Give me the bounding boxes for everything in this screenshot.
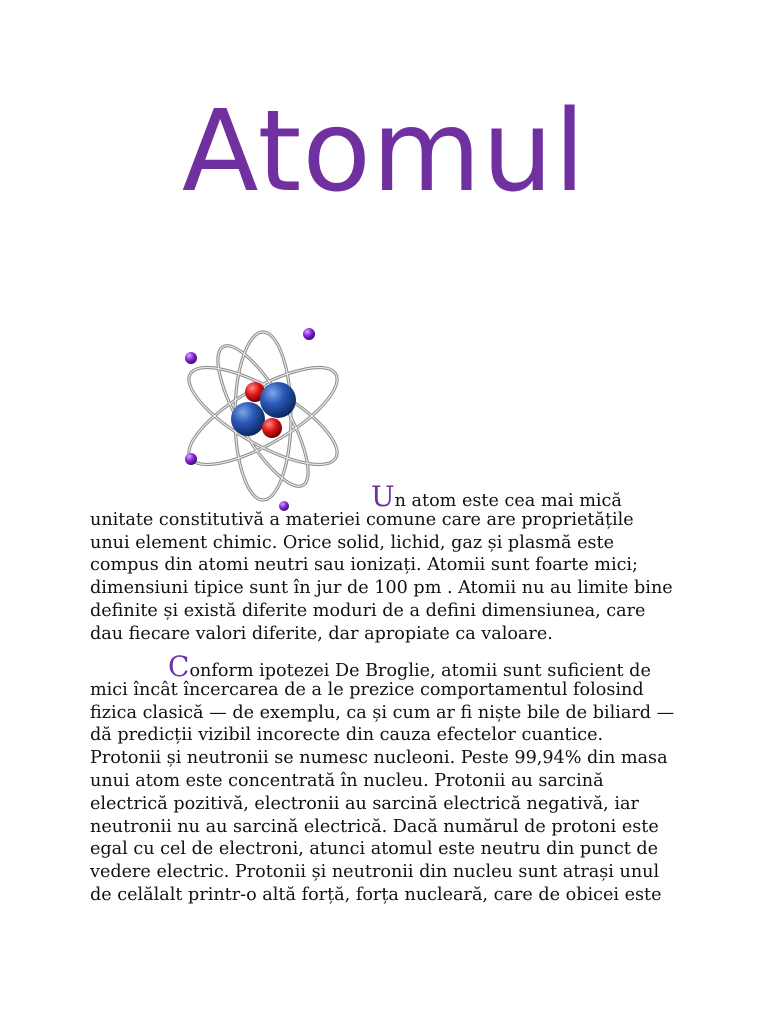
- paragraph-line: mici încât încercarea de a le prezice comportamentul folosind: [90, 679, 644, 700]
- line-text: onform ipotezei De Broglie, atomii sunt suficient de: [189, 661, 651, 681]
- paragraph-line: electrică pozitivă, electronii au sarcină electrică negativă, iar: [90, 793, 639, 814]
- paragraph-line: unui atom este concentrată în nucleu. Protonii au sarcină: [90, 770, 604, 791]
- paragraph-line: dau fiecare valori diferite, dar apropiate ca valoare.: [90, 623, 553, 644]
- paragraph-line: dimensiuni tipice sunt în jur de 100 pm . Atomii nu au limite bine: [90, 578, 673, 599]
- paragraph-1: [90, 480, 690, 646]
- line-text: n atom este cea mai mică: [394, 491, 622, 511]
- paragraph-line: unitate constitutivă a materiei comune care are proprietățile: [90, 509, 634, 530]
- paragraph-line: de celălalt printr-o altă forță, forța nucleară, care de obicei este: [90, 884, 662, 905]
- paragraph-line: vedere electric. Protonii și neutronii din nucleu sunt atrași unul: [90, 862, 660, 883]
- paragraph-line: Protonii și neutronii se numesc nucleoni. Peste 99,94% din masa: [90, 748, 668, 769]
- paragraph-line: dă predicții vizibil incorecte din cauza efectelor cuantice.: [90, 725, 604, 746]
- paragraph-line: [90, 480, 690, 513]
- paragraph-line: unui element chimic. Orice solid, lichid, gaz și plasmă este: [90, 532, 615, 553]
- drop-cap: U: [371, 480, 395, 513]
- paragraph-line: definite și există diferite moduri de a defini dimensiunea, care: [90, 600, 646, 621]
- paragraph-line: compus din atomi neutri sau ionizați. Atomii sunt foarte mici;: [90, 555, 638, 576]
- paragraph-line: neutronii nu au sarcină electrică. Dacă numărul de protoni este: [90, 816, 659, 837]
- drop-cap: C: [168, 650, 190, 683]
- paragraph-line: [90, 650, 690, 683]
- paragraph-2: [90, 650, 690, 907]
- paragraph-line: egal cu cel de electroni, atunci atomul este neutru din punct de: [90, 839, 659, 860]
- page-title: Atomul: [181, 87, 587, 217]
- paragraph-line: fizica clasică — de exemplu, ca și cum ar fi niște bile de biliard —: [90, 702, 675, 723]
- atom-model-icon: [176, 322, 350, 512]
